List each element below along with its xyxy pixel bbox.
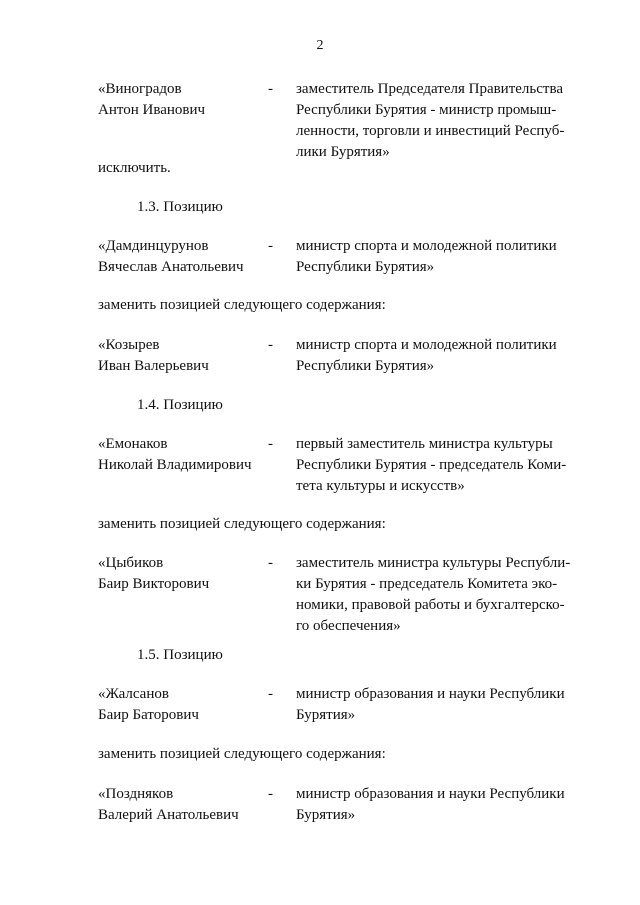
item-heading-1-3: 1.3. Позицию	[137, 199, 223, 215]
entry-name	[98, 79, 268, 121]
exclude-text: исключить.	[98, 160, 171, 176]
desc-line: министр образования и науки Республики	[296, 786, 565, 802]
name-line: «Емонаков	[98, 436, 168, 452]
desc-line: заместитель министра культуры Республи-	[296, 555, 571, 571]
name-line: Антон Иванович	[98, 102, 206, 118]
entry-dash: -	[268, 555, 273, 571]
replace-text: заменить позицией следующего содержания:	[98, 297, 386, 313]
entry-dash: -	[268, 238, 273, 254]
name-line: «Цыбиков	[98, 555, 164, 571]
entry-dash: -	[268, 786, 273, 802]
desc-line: Республики Бурятия - председатель Коми-	[296, 457, 567, 473]
desc-line: Бурятия»	[296, 707, 356, 723]
entry-dash: -	[268, 686, 273, 702]
name-line: Николай Владимирович	[98, 457, 252, 473]
entry-dash: -	[268, 337, 273, 353]
desc-line: лики Бурятия»	[296, 144, 390, 160]
item-heading-1-5: 1.5. Позицию	[137, 647, 223, 663]
name-line: «Дамдинцурунов	[98, 238, 209, 254]
name-line: «Жалсанов	[98, 686, 169, 702]
entry-description	[296, 784, 580, 826]
desc-line: заместитель Председателя Правительства	[296, 81, 564, 97]
entry-description	[296, 79, 580, 163]
item-heading-1-4: 1.4. Позицию	[137, 397, 223, 413]
name-line: Баир Баторович	[98, 707, 199, 723]
desc-line: министр образования и науки Республики	[296, 686, 565, 702]
desc-line: министр спорта и молодежной политики	[296, 238, 557, 254]
replace-text: заменить позицией следующего содержания:	[98, 746, 386, 762]
entry-name	[98, 784, 268, 826]
entry-name	[98, 553, 268, 595]
entry-description	[296, 553, 580, 637]
name-line: «Поздняков	[98, 786, 174, 802]
name-line: Иван Валерьевич	[98, 358, 209, 374]
entry-description	[296, 684, 580, 726]
entry-name	[98, 684, 268, 726]
entry-description	[296, 434, 580, 497]
desc-line: ки Бурятия - председатель Комитета эко-	[296, 576, 558, 592]
entry-name	[98, 335, 268, 377]
desc-line: Республики Бурятия - министр промыш-	[296, 102, 557, 118]
desc-line: первый заместитель министра культуры	[296, 436, 553, 452]
desc-line: Республики Бурятия»	[296, 358, 435, 374]
name-line: Валерий Анатольевич	[98, 807, 239, 823]
entry-dash: -	[268, 436, 273, 452]
name-line: Вячеслав Анатольевич	[98, 259, 244, 275]
page-number: 2	[316, 38, 324, 53]
entry-name	[98, 236, 268, 278]
desc-line: номики, правовой работы и бухгалтерско-	[296, 597, 565, 613]
replace-text: заменить позицией следующего содержания:	[98, 516, 386, 532]
desc-line: тета культуры и искусств»	[296, 478, 465, 494]
name-line: «Виноградов	[98, 81, 182, 97]
desc-line: ленности, торговли и инвестиций Респуб-	[296, 123, 565, 139]
name-line: «Козырев	[98, 337, 160, 353]
name-line: Баир Викторович	[98, 576, 210, 592]
entry-description	[296, 335, 580, 377]
entry-description	[296, 236, 580, 278]
entry-dash: -	[268, 81, 273, 97]
desc-line: го обеспечения»	[296, 618, 401, 634]
desc-line: Республики Бурятия»	[296, 259, 435, 275]
entry-name	[98, 434, 268, 476]
desc-line: Бурятия»	[296, 807, 356, 823]
desc-line: министр спорта и молодежной политики	[296, 337, 557, 353]
